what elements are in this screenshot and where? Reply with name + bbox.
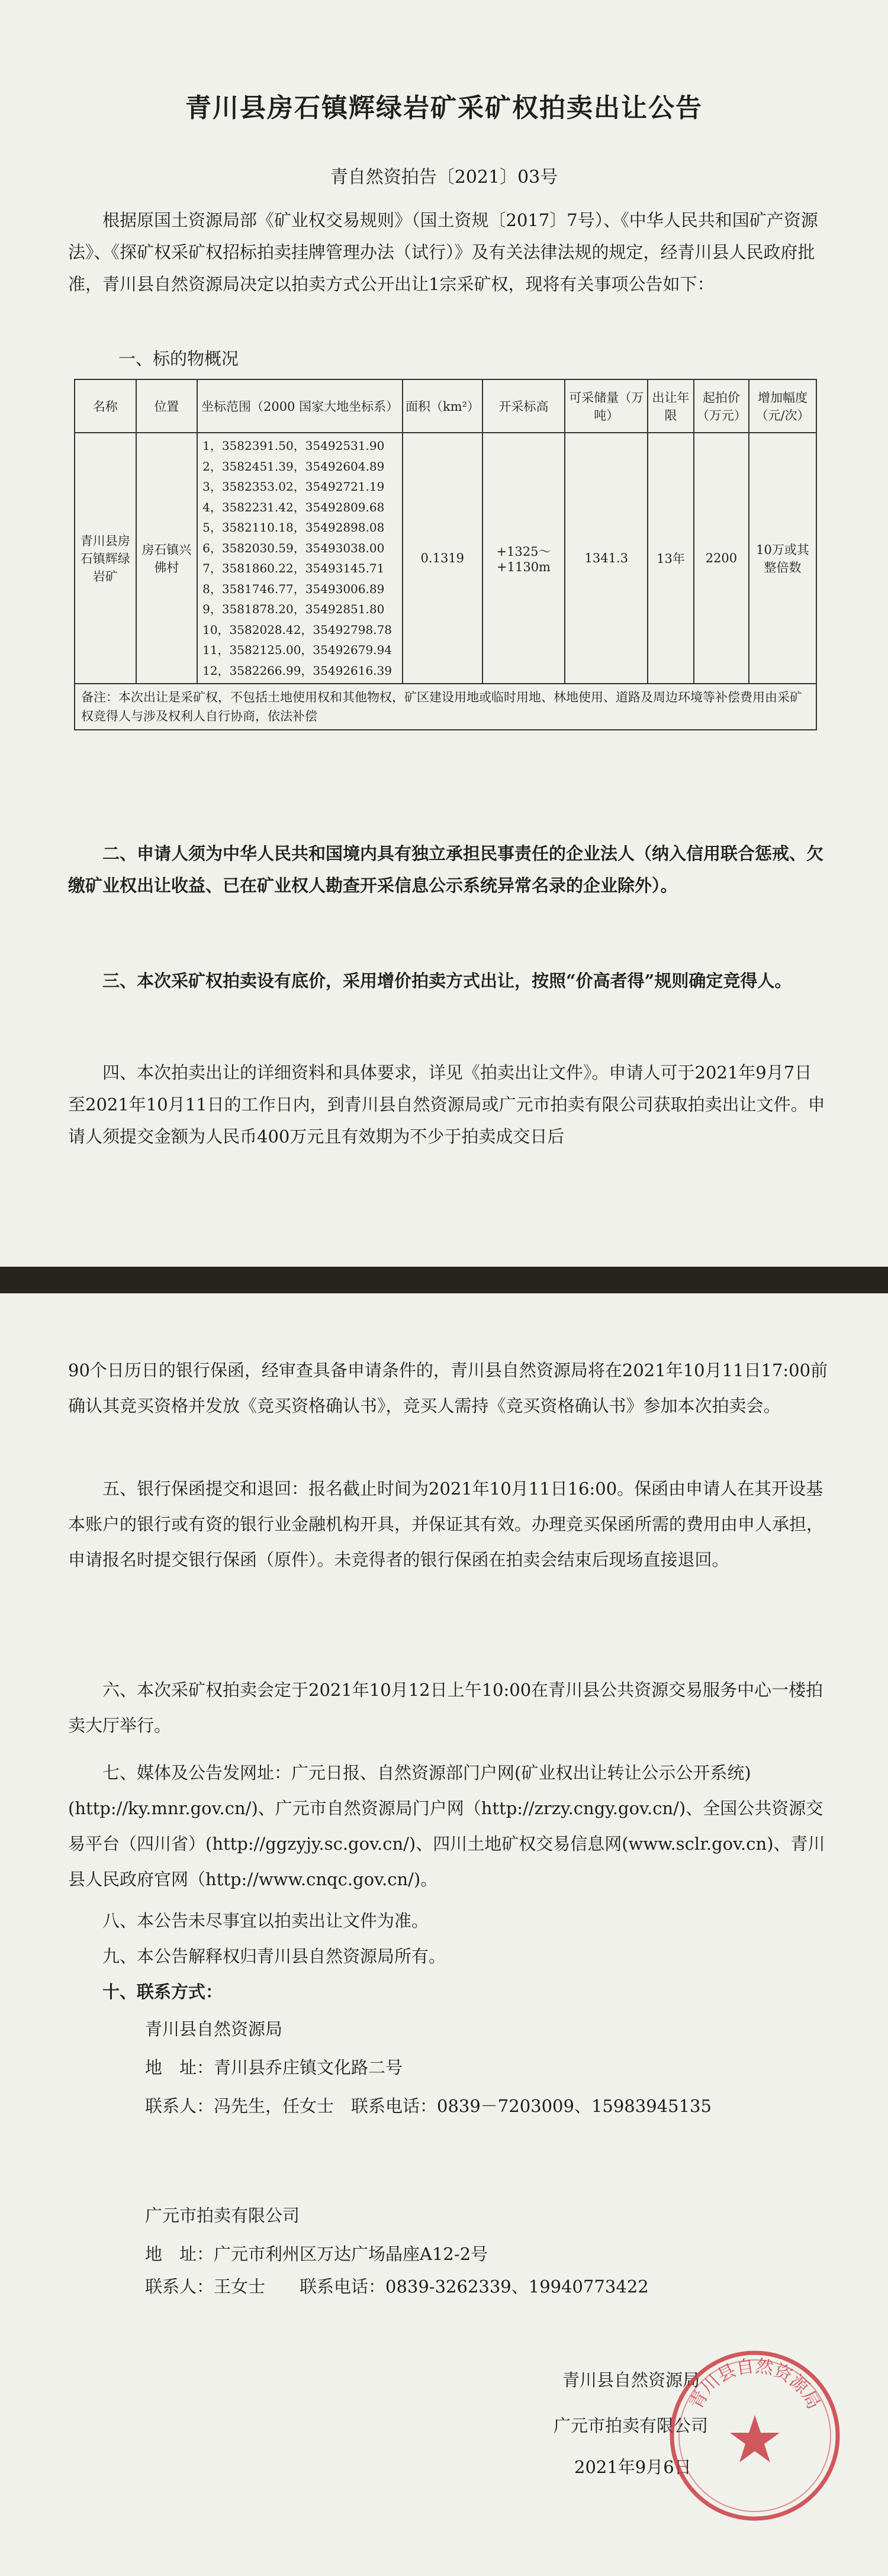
table-note-row <box>75 684 816 730</box>
cell-location: 房石镇兴佛村 <box>136 433 198 684</box>
header-reserves: 可采储量（万吨） <box>565 379 648 433</box>
table-row <box>75 433 816 684</box>
contact-2-address: 地 址：广元市利州区万达广场晶座A12-2号 <box>145 2244 488 2264</box>
cell-elevation: +1325～+1130m <box>482 433 565 684</box>
paragraph-4-continued: 90个日历日的银行保函，经审查具备申请条件的，青川县自然资源局将在2021年10月11日17:00前确认其竞买资格并发放《竞买资格确认书》，竞买人需持《竞买资格确认书》参加本次拍卖会。 <box>68 1360 828 1416</box>
paragraph-8: 八、本公告未尽事宜以拍卖出让文件为准。 <box>102 1911 429 1931</box>
header-area: 面积（km²） <box>403 379 482 433</box>
document-number: 青自然资拍告〔2021〕03号 <box>330 167 558 188</box>
contact-1-people: 联系人：冯先生，任女士 联系电话：0839－7203009、15983945135 <box>145 2096 712 2116</box>
paragraph-4: 四、本次拍卖出让的详细资料和具体要求，详见《拍卖出让文件》。申请人可于2021年9月7日至2021年10月11日的工作日内，到青川县自然资源局或广元市拍卖有限公司获取拍卖出让文件。申请人须提交金额为人民币400万元且有效期为不少于拍卖成交日后 <box>68 1062 825 1147</box>
intro-paragraph: 根据原国土资源局部《矿业权交易规则》（国土资规〔2017〕7号）、《中华人民共和国矿产资源法》、《探矿权采矿权招标拍卖挂牌管理办法（试行）》及有关法律法规的规定，经青川县人民政府批准，青川县自然资源局决定以拍卖方式公开出让1宗采矿权，现将有关事项公告如下： <box>68 210 818 294</box>
coord-line: 5，3582110.18，35492898.08 <box>202 520 385 534</box>
coord-line: 7，3581860.22，35493145.71 <box>202 561 385 575</box>
cell-coords <box>197 433 403 684</box>
stamp-text: 青川县自然资源局 <box>686 2356 824 2413</box>
coord-line: 3，3582353.02，35492721.19 <box>202 479 385 494</box>
signature-org-2: 广元市拍卖有限公司 <box>554 2416 709 2436</box>
table-note: 备注：本次出让是采矿权，不包括土地使用权和其他物权，矿区建设用地或临时用地、林地使用、道路及周边环境等补偿费用由采矿权竞得人与涉及权利人自行协商，依法补偿 <box>75 684 816 730</box>
paragraph-5: 五、银行保函提交和退回：报名截止时间为2021年10月11日16:00。保函由申请人在其开设基本账户的银行或有资的银行业金融机构开具，并保证其有效。办理竞买保函所需的费用由申人承担，申请报名时提交银行保函（原件）。未竞得者的银行保函在拍卖会结束后现场直接退回。 <box>68 1479 824 1570</box>
contact-2-org: 广元市拍卖有限公司 <box>145 2205 300 2226</box>
subject-table <box>74 379 817 730</box>
coord-line: 8，3581746.77，35493006.89 <box>202 581 385 596</box>
paragraph-2: 二、申请人须为中华人民共和国境内具有独立承担民事责任的企业法人（纳入信用联合惩戒、欠缴矿业权出让收益、已在矿业权人勘查开采信息公示系统异常名录的企业除外）。 <box>68 843 824 896</box>
coord-line: 10，3582028.42，35492798.78 <box>202 622 392 637</box>
header-elevation: 开采标高 <box>482 379 565 433</box>
header-start-price: 起拍价（万元） <box>694 379 749 433</box>
header-coords: 坐标范围（2000 国家大地坐标系） <box>197 379 403 433</box>
cell-increment: 10万或其整倍数 <box>749 433 816 684</box>
header-name: 名称 <box>75 379 136 433</box>
coord-line: 11，3582125.00，35492679.94 <box>202 643 392 657</box>
coord-line: 9，3581878.20，35492851.80 <box>202 602 385 616</box>
header-location: 位置 <box>136 379 198 433</box>
signature-date: 2021年9月6日 <box>574 2457 691 2477</box>
paragraph-3: 三、本次采矿权拍卖设有底价，采用增价拍卖方式出让，按照“价高者得”规则确定竞得人。 <box>102 971 792 991</box>
svg-text:青川县自然资源局 <box>686 2356 824 2413</box>
paragraph-10: 十、联系方式： <box>102 1982 223 2002</box>
page-one <box>0 0 888 1267</box>
paragraph-6: 六、本次采矿权拍卖会定于2021年10月12日上午10:00在青川县公共资源交易服务中心一楼拍卖大厅举行。 <box>68 1680 823 1735</box>
cell-reserves: 1341.3 <box>565 433 648 684</box>
coord-line: 6，3582030.59，35493038.00 <box>202 540 385 555</box>
header-term: 出让年限 <box>648 379 694 433</box>
page-gap <box>0 1267 888 1293</box>
coord-line: 12，3582266.99，35492616.39 <box>202 663 392 678</box>
contact-1-address: 地 址：青川县乔庄镇文化路二号 <box>145 2057 403 2078</box>
table-header-row <box>75 379 816 433</box>
coord-line: 1，3582391.50，35492531.90 <box>202 439 385 453</box>
page-title: 青川县房石镇辉绿岩矿采矿权拍卖出让公告 <box>185 93 703 123</box>
coord-line: 2，3582451.39，35492604.89 <box>202 459 385 474</box>
paragraph-9: 九、本公告解释权归青川县自然资源局所有。 <box>102 1946 446 1966</box>
coord-line: 4，3582231.42，35492809.68 <box>202 500 385 514</box>
contact-1-org: 青川县自然资源局 <box>145 2019 283 2039</box>
official-stamp <box>666 2347 844 2525</box>
header-increment: 增加幅度（元/次） <box>749 379 816 433</box>
cell-term: 13年 <box>648 433 694 684</box>
signature-org-1: 青川县自然资源局 <box>562 2370 700 2390</box>
cell-name: 青川县房石镇辉绿岩矿 <box>75 433 136 684</box>
cell-start-price: 2200 <box>694 433 749 684</box>
cell-area: 0.1319 <box>403 433 482 684</box>
paragraph-7: 七、媒体及公告发网址：广元日报、自然资源部门户网(矿业权出让转让公示公开系统)(http://ky.mnr.gov.cn/)、广元市自然资源局门户网（http://zrzy.cngy.gov.cn/)、全国公共资源交易平台（四川省）(http://ggzyjy.sc.gov.cn/)、四川土地矿权交易信息网(www.sclr.gov.cn)、青川县人民政府官网（http://www.cnqc.gov.cn/)。 <box>68 1763 825 1889</box>
contact-2-people: 联系人：王女士 联系电话：0839-3262339、19940773422 <box>145 2276 649 2297</box>
section-1-heading: 一、标的物概况 <box>118 349 239 369</box>
